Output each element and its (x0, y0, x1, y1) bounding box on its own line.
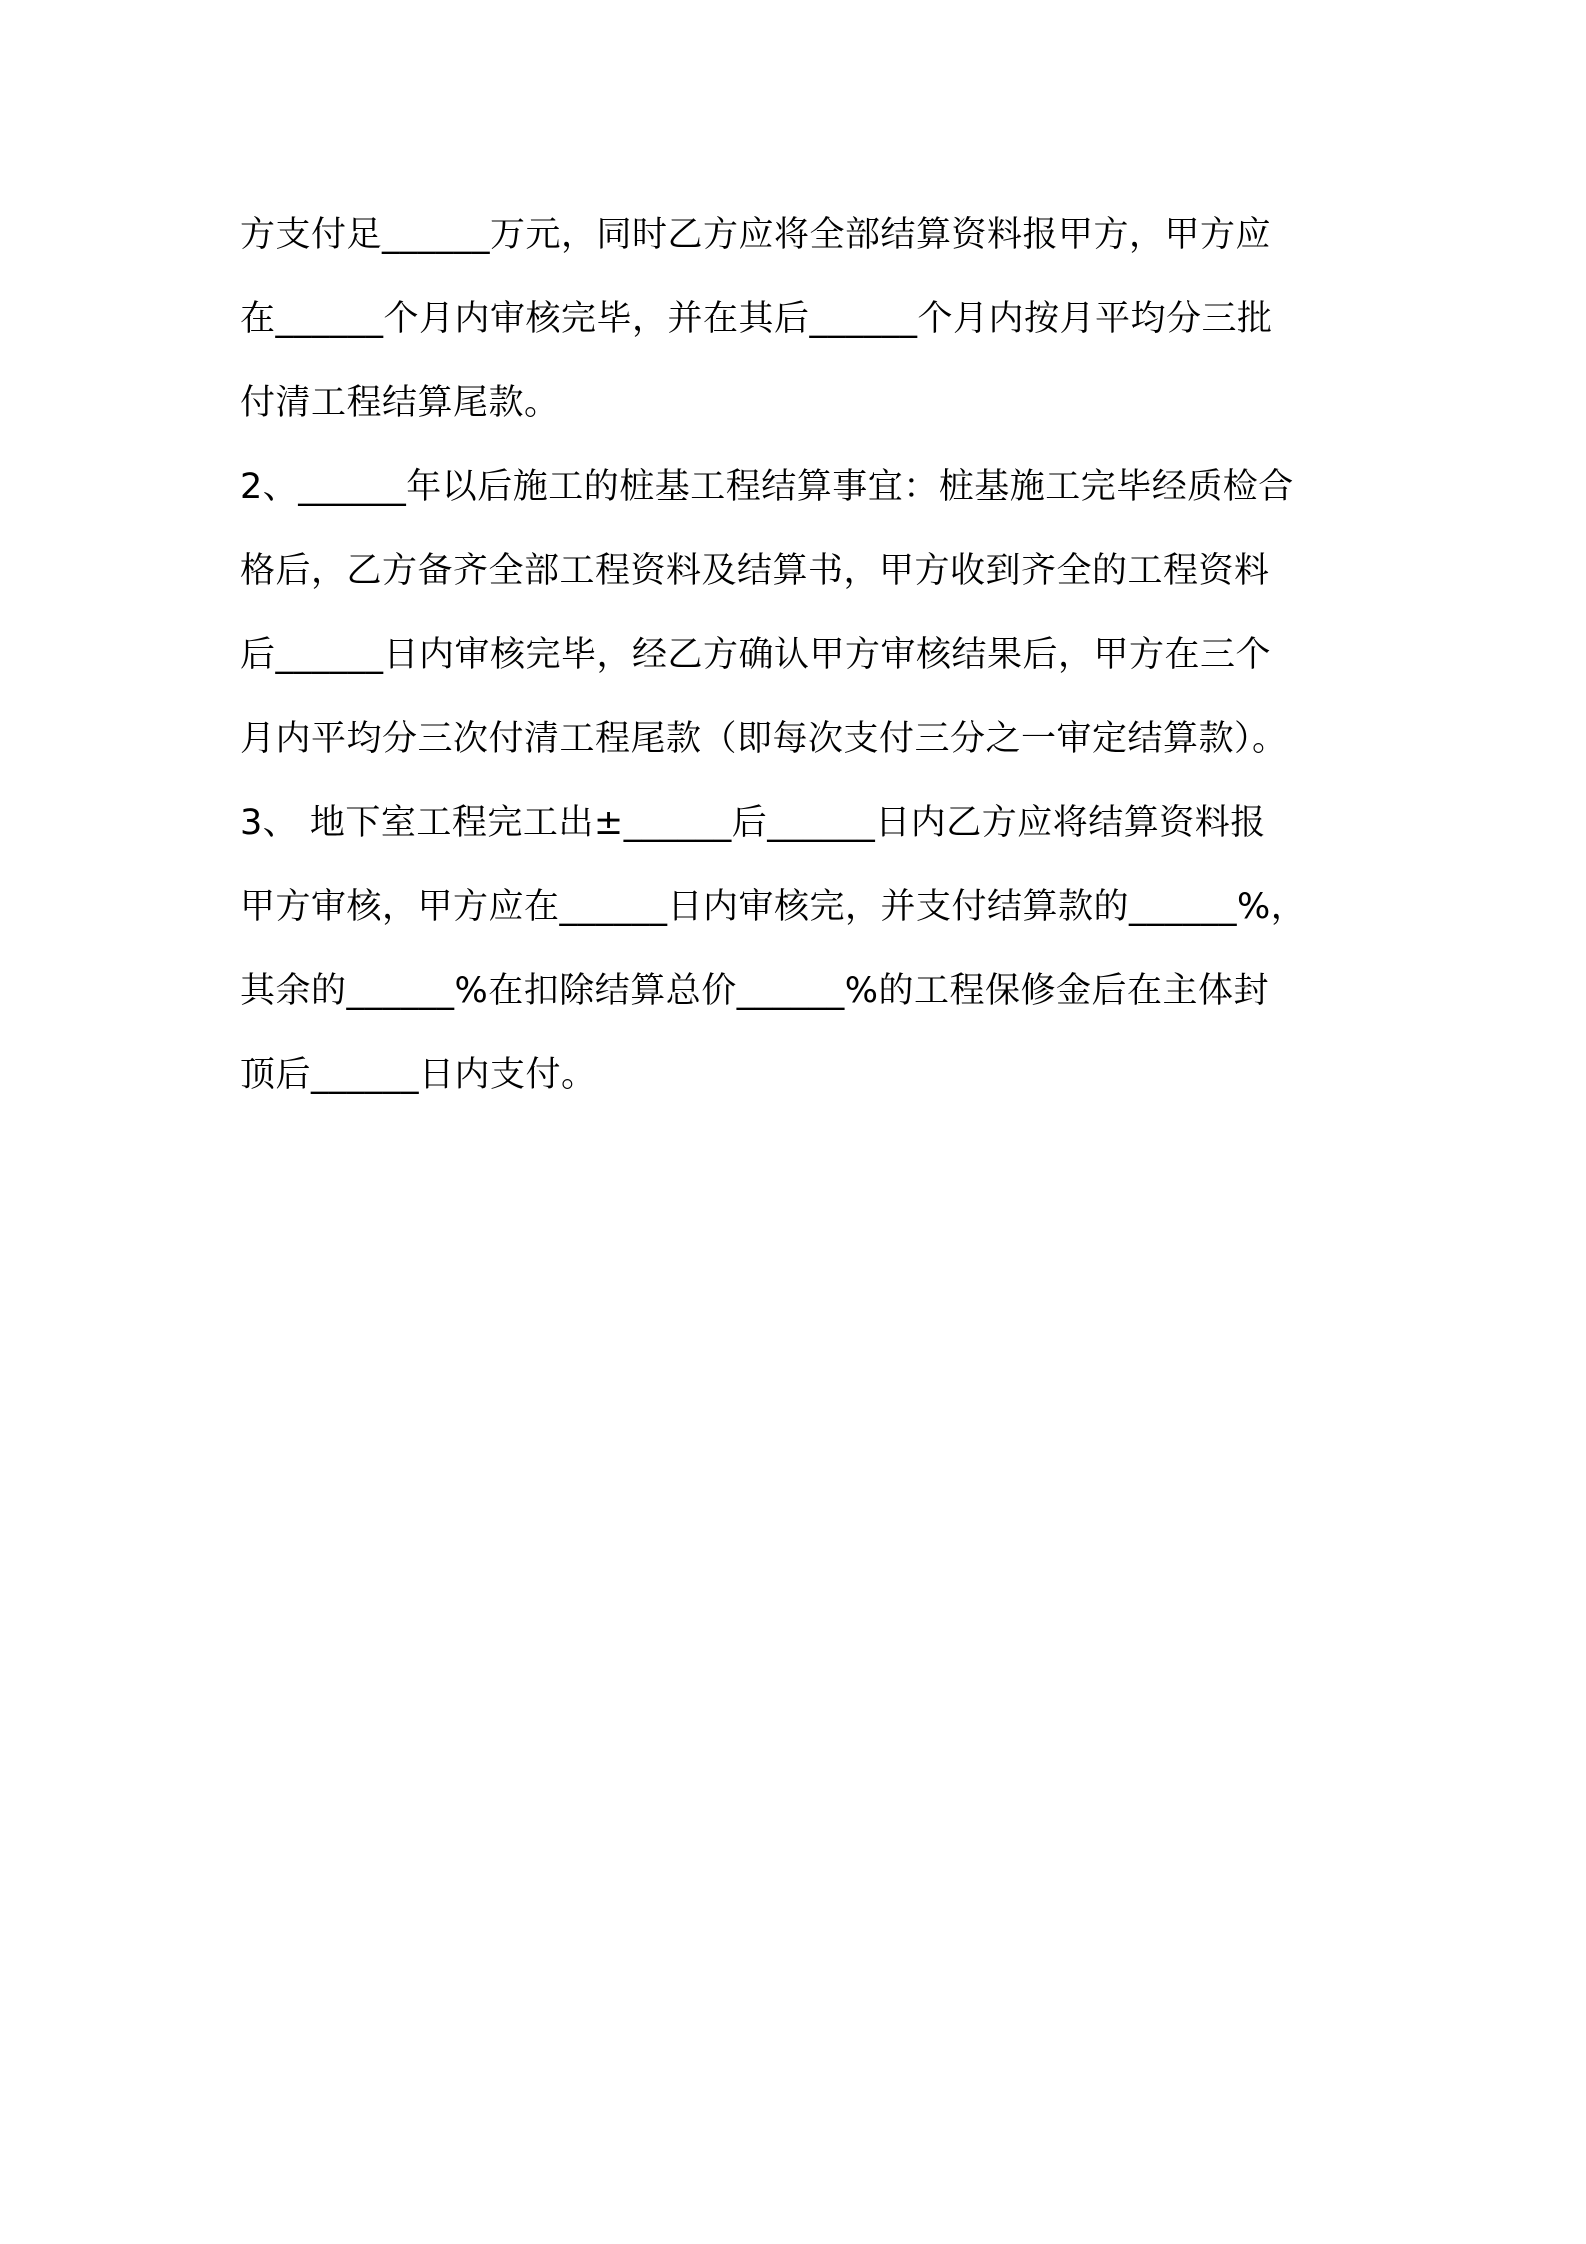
text-line-7: 月内平均分三次付清工程尾款（即每次支付三分之一审定结算款）。 (240, 719, 1288, 759)
text-line-5: 格后，乙方备齐全部工程资料及结算书，甲方收到齐全的工程资料 (240, 551, 1270, 591)
text-line-9: 甲方审核，甲方应在______日内审核完，并支付结算款的______%， (240, 887, 1307, 927)
text-line-3: 付清工程结算尾款。 (240, 383, 560, 423)
text-line-10: 其余的______%在扣除结算总价______%的工程保修金后在主体封 (240, 971, 1270, 1011)
text-line-2: 在______个月内审核完毕，并在其后______个月内按月平均分三批 (240, 299, 1273, 339)
text-line-11: 顶后______日内支付。 (240, 1055, 597, 1095)
text-line-6: 后______日内审核完毕，经乙方确认甲方审核结果后，甲方在三个 (240, 635, 1272, 675)
text-line-1: 方支付足______万元，同时乙方应将全部结算资料报甲方，甲方应 (240, 215, 1272, 255)
body-text (240, 193, 1370, 1117)
text-line-4: 2、______年以后施工的桩基工程结算事宜：桩基施工完毕经质检合 (240, 467, 1294, 507)
text-line-8: 3、 地下室工程完工出±______后______日内乙方应将结算资料报 (240, 803, 1266, 843)
